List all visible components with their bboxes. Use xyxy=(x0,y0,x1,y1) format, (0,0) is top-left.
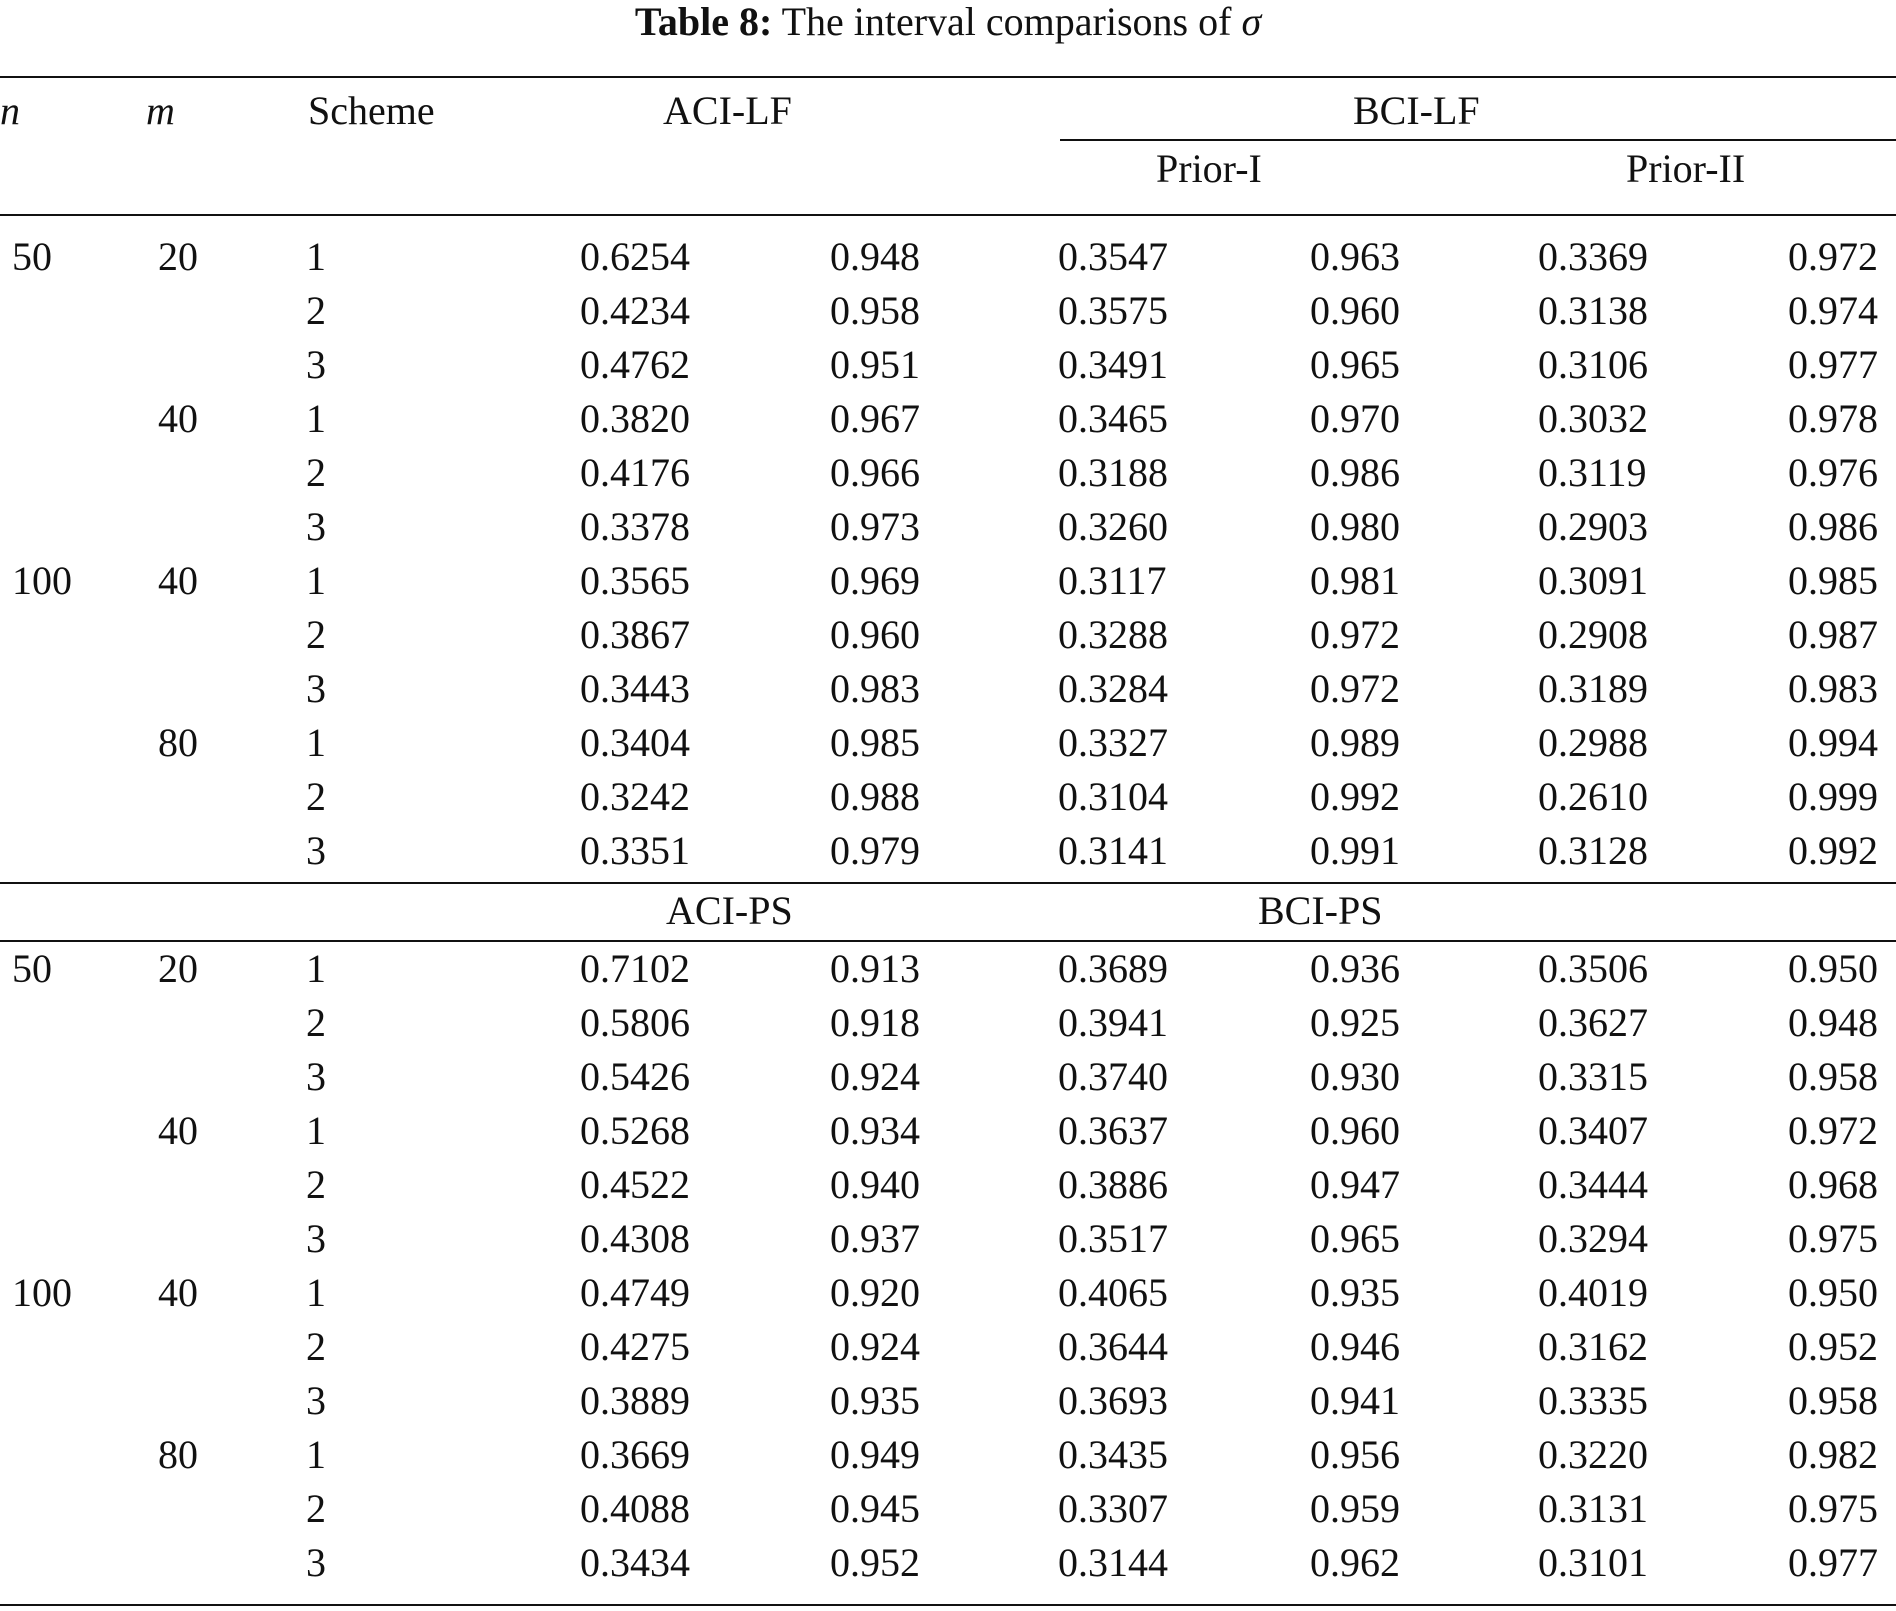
cell-aci-upper: 0.935 xyxy=(830,1378,920,1423)
bci-lf-rule xyxy=(1060,139,1896,141)
cell-prior2-upper: 0.977 xyxy=(1788,1540,1878,1585)
cell-n: 50 xyxy=(12,946,52,991)
cell-scheme: 1 xyxy=(306,720,326,765)
top-rule xyxy=(0,76,1896,78)
cell-scheme: 1 xyxy=(306,1270,326,1315)
cell-prior2-lower: 0.3220 xyxy=(1538,1432,1648,1477)
cell-aci-lower: 0.4522 xyxy=(580,1162,690,1207)
cell-aci-upper: 0.918 xyxy=(830,1000,920,1045)
cell-prior2-upper: 0.994 xyxy=(1788,720,1878,765)
cell-prior1-lower: 0.3435 xyxy=(1058,1432,1168,1477)
cell-scheme: 2 xyxy=(306,774,326,819)
cell-aci-lower: 0.3443 xyxy=(580,666,690,711)
cell-n: 50 xyxy=(12,234,52,279)
cell-scheme: 1 xyxy=(306,1432,326,1477)
cell-prior1-lower: 0.3637 xyxy=(1058,1108,1168,1153)
cell-aci-lower: 0.4234 xyxy=(580,288,690,333)
cell-prior1-lower: 0.3517 xyxy=(1058,1216,1168,1261)
cell-aci-upper: 0.973 xyxy=(830,504,920,549)
cell-prior2-upper: 0.976 xyxy=(1788,450,1878,495)
cell-prior1-upper: 0.936 xyxy=(1310,946,1400,991)
cell-prior2-upper: 0.977 xyxy=(1788,342,1878,387)
cell-scheme: 3 xyxy=(306,504,326,549)
cell-prior1-lower: 0.3284 xyxy=(1058,666,1168,711)
cell-prior2-upper: 0.952 xyxy=(1788,1324,1878,1369)
cell-prior2-lower: 0.2988 xyxy=(1538,720,1648,765)
cell-prior1-upper: 0.946 xyxy=(1310,1324,1400,1369)
cell-m: 20 xyxy=(158,234,198,279)
cell-aci-upper: 0.960 xyxy=(830,612,920,657)
cell-prior1-lower: 0.4065 xyxy=(1058,1270,1168,1315)
cell-aci-upper: 0.924 xyxy=(830,1324,920,1369)
cell-aci-upper: 0.945 xyxy=(830,1486,920,1531)
cell-m: 40 xyxy=(158,558,198,603)
cell-aci-lower: 0.4308 xyxy=(580,1216,690,1261)
cell-aci-lower: 0.5426 xyxy=(580,1054,690,1099)
cell-prior1-upper: 0.972 xyxy=(1310,612,1400,657)
cell-aci-lower: 0.3889 xyxy=(580,1378,690,1423)
cell-prior1-lower: 0.3188 xyxy=(1058,450,1168,495)
cell-aci-upper: 0.979 xyxy=(830,828,920,873)
cell-prior1-upper: 0.960 xyxy=(1310,288,1400,333)
cell-prior1-upper: 0.925 xyxy=(1310,1000,1400,1045)
cell-prior2-lower: 0.3032 xyxy=(1538,396,1648,441)
header-m: m xyxy=(146,88,175,133)
cell-prior1-lower: 0.3288 xyxy=(1058,612,1168,657)
cell-prior1-lower: 0.3327 xyxy=(1058,720,1168,765)
cell-scheme: 3 xyxy=(306,666,326,711)
cell-prior1-upper: 0.960 xyxy=(1310,1108,1400,1153)
cell-m: 80 xyxy=(158,1432,198,1477)
cell-prior1-upper: 0.970 xyxy=(1310,396,1400,441)
cell-prior1-upper: 0.972 xyxy=(1310,666,1400,711)
cell-prior2-upper: 0.985 xyxy=(1788,558,1878,603)
cell-prior2-upper: 0.958 xyxy=(1788,1378,1878,1423)
cell-aci-upper: 0.937 xyxy=(830,1216,920,1261)
cell-aci-lower: 0.6254 xyxy=(580,234,690,279)
cell-prior1-lower: 0.3689 xyxy=(1058,946,1168,991)
cell-prior2-upper: 0.972 xyxy=(1788,1108,1878,1153)
header-bci-ps: BCI-PS xyxy=(1258,888,1383,933)
cell-aci-upper: 0.967 xyxy=(830,396,920,441)
cell-prior1-upper: 0.965 xyxy=(1310,1216,1400,1261)
cell-prior1-lower: 0.3117 xyxy=(1058,558,1167,603)
cell-scheme: 3 xyxy=(306,1378,326,1423)
cell-n: 100 xyxy=(12,1270,72,1315)
cell-prior1-upper: 0.962 xyxy=(1310,1540,1400,1585)
cell-prior1-lower: 0.3693 xyxy=(1058,1378,1168,1423)
cell-prior2-lower: 0.3369 xyxy=(1538,234,1648,279)
cell-prior1-upper: 0.935 xyxy=(1310,1270,1400,1315)
cell-m: 20 xyxy=(158,946,198,991)
cell-scheme: 3 xyxy=(306,1540,326,1585)
cell-aci-upper: 0.988 xyxy=(830,774,920,819)
cell-aci-upper: 0.966 xyxy=(830,450,920,495)
cell-n: 100 xyxy=(12,558,72,603)
cell-prior2-lower: 0.3335 xyxy=(1538,1378,1648,1423)
cell-scheme: 1 xyxy=(306,946,326,991)
cell-scheme: 1 xyxy=(306,558,326,603)
cell-aci-upper: 0.948 xyxy=(830,234,920,279)
cell-prior2-lower: 0.3315 xyxy=(1538,1054,1648,1099)
cell-prior1-upper: 0.989 xyxy=(1310,720,1400,765)
cell-prior1-lower: 0.3141 xyxy=(1058,828,1168,873)
cell-prior2-upper: 0.958 xyxy=(1788,1054,1878,1099)
cell-scheme: 1 xyxy=(306,396,326,441)
cell-prior2-lower: 0.3294 xyxy=(1538,1216,1648,1261)
header-rule xyxy=(0,214,1896,216)
cell-prior1-lower: 0.3260 xyxy=(1058,504,1168,549)
cell-prior2-lower: 0.3128 xyxy=(1538,828,1648,873)
cell-prior2-upper: 0.950 xyxy=(1788,1270,1878,1315)
cell-m: 40 xyxy=(158,396,198,441)
cell-aci-upper: 0.940 xyxy=(830,1162,920,1207)
cell-aci-lower: 0.5806 xyxy=(580,1000,690,1045)
cell-aci-lower: 0.7102 xyxy=(580,946,690,991)
cell-prior1-lower: 0.3104 xyxy=(1058,774,1168,819)
cell-aci-lower: 0.3351 xyxy=(580,828,690,873)
cell-aci-lower: 0.3434 xyxy=(580,1540,690,1585)
cell-prior2-lower: 0.3091 xyxy=(1538,558,1648,603)
cell-aci-lower: 0.3669 xyxy=(580,1432,690,1477)
header-scheme: Scheme xyxy=(308,88,435,133)
cell-aci-upper: 0.934 xyxy=(830,1108,920,1153)
cell-prior2-upper: 0.978 xyxy=(1788,396,1878,441)
cell-prior2-lower: 0.3627 xyxy=(1538,1000,1648,1045)
cell-m: 40 xyxy=(158,1108,198,1153)
cell-prior2-upper: 0.983 xyxy=(1788,666,1878,711)
cell-scheme: 2 xyxy=(306,1000,326,1045)
cell-aci-lower: 0.5268 xyxy=(580,1108,690,1153)
cell-prior2-upper: 0.987 xyxy=(1788,612,1878,657)
cell-aci-lower: 0.3867 xyxy=(580,612,690,657)
cell-prior1-lower: 0.3491 xyxy=(1058,342,1168,387)
cell-scheme: 1 xyxy=(306,234,326,279)
cell-prior2-lower: 0.2903 xyxy=(1538,504,1648,549)
cell-prior2-upper: 0.974 xyxy=(1788,288,1878,333)
header-bci-lf: BCI-LF xyxy=(1353,88,1480,133)
cell-prior2-lower: 0.3407 xyxy=(1538,1108,1648,1153)
cell-prior2-lower: 0.3162 xyxy=(1538,1324,1648,1369)
cell-aci-lower: 0.3242 xyxy=(580,774,690,819)
cell-m: 40 xyxy=(158,1270,198,1315)
cell-scheme: 3 xyxy=(306,342,326,387)
cell-scheme: 2 xyxy=(306,450,326,495)
cell-prior2-upper: 0.992 xyxy=(1788,828,1878,873)
caption-label: Table 8: xyxy=(634,0,773,44)
cell-prior1-lower: 0.3941 xyxy=(1058,1000,1168,1045)
cell-prior1-upper: 0.981 xyxy=(1310,558,1400,603)
header-aci-lf: ACI-LF xyxy=(663,88,792,133)
cell-scheme: 1 xyxy=(306,1108,326,1153)
cell-prior1-lower: 0.3307 xyxy=(1058,1486,1168,1531)
cell-aci-lower: 0.4176 xyxy=(580,450,690,495)
cell-aci-upper: 0.924 xyxy=(830,1054,920,1099)
cell-prior2-upper: 0.986 xyxy=(1788,504,1878,549)
cell-aci-upper: 0.958 xyxy=(830,288,920,333)
cell-prior1-lower: 0.3465 xyxy=(1058,396,1168,441)
cell-aci-lower: 0.4762 xyxy=(580,342,690,387)
cell-scheme: 3 xyxy=(306,1054,326,1099)
cell-aci-upper: 0.985 xyxy=(830,720,920,765)
cell-prior2-lower: 0.3138 xyxy=(1538,288,1648,333)
cell-prior2-lower: 0.3106 xyxy=(1538,342,1648,387)
cell-prior2-lower: 0.4019 xyxy=(1538,1270,1648,1315)
cell-prior1-upper: 0.959 xyxy=(1310,1486,1400,1531)
cell-prior1-lower: 0.3644 xyxy=(1058,1324,1168,1369)
header-aci-ps: ACI-PS xyxy=(666,888,793,933)
cell-prior2-upper: 0.950 xyxy=(1788,946,1878,991)
cell-aci-lower: 0.3565 xyxy=(580,558,690,603)
cell-prior1-upper: 0.965 xyxy=(1310,342,1400,387)
cell-aci-lower: 0.3378 xyxy=(580,504,690,549)
caption-symbol: σ xyxy=(1241,0,1262,44)
caption-text: The interval comparisons of xyxy=(781,0,1232,44)
cell-scheme: 2 xyxy=(306,288,326,333)
cell-prior2-upper: 0.975 xyxy=(1788,1486,1878,1531)
cell-prior1-upper: 0.991 xyxy=(1310,828,1400,873)
cell-aci-upper: 0.983 xyxy=(830,666,920,711)
cell-aci-upper: 0.969 xyxy=(830,558,920,603)
cell-prior1-upper: 0.980 xyxy=(1310,504,1400,549)
cell-aci-upper: 0.913 xyxy=(830,946,920,991)
cell-aci-lower: 0.3404 xyxy=(580,720,690,765)
cell-aci-upper: 0.952 xyxy=(830,1540,920,1585)
cell-prior1-lower: 0.3547 xyxy=(1058,234,1168,279)
cell-prior2-lower: 0.3189 xyxy=(1538,666,1648,711)
cell-prior2-lower: 0.3506 xyxy=(1538,946,1648,991)
cell-aci-upper: 0.951 xyxy=(830,342,920,387)
cell-prior2-lower: 0.3444 xyxy=(1538,1162,1648,1207)
cell-prior1-lower: 0.3144 xyxy=(1058,1540,1168,1585)
cell-prior1-upper: 0.992 xyxy=(1310,774,1400,819)
cell-scheme: 3 xyxy=(306,828,326,873)
cell-prior2-lower: 0.3119 xyxy=(1538,450,1647,495)
cell-scheme: 2 xyxy=(306,1486,326,1531)
cell-scheme: 2 xyxy=(306,612,326,657)
cell-scheme: 2 xyxy=(306,1324,326,1369)
cell-prior1-lower: 0.3740 xyxy=(1058,1054,1168,1099)
cell-prior1-lower: 0.3575 xyxy=(1058,288,1168,333)
cell-aci-lower: 0.4088 xyxy=(580,1486,690,1531)
cell-prior1-upper: 0.986 xyxy=(1310,450,1400,495)
cell-scheme: 2 xyxy=(306,1162,326,1207)
cell-aci-upper: 0.920 xyxy=(830,1270,920,1315)
cell-aci-lower: 0.4749 xyxy=(580,1270,690,1315)
cell-prior1-lower: 0.3886 xyxy=(1058,1162,1168,1207)
cell-prior2-upper: 0.948 xyxy=(1788,1000,1878,1045)
cell-prior2-lower: 0.3131 xyxy=(1538,1486,1648,1531)
cell-prior2-upper: 0.999 xyxy=(1788,774,1878,819)
cell-prior1-upper: 0.956 xyxy=(1310,1432,1400,1477)
header-n: n xyxy=(0,88,20,133)
cell-m: 80 xyxy=(158,720,198,765)
cell-prior2-upper: 0.968 xyxy=(1788,1162,1878,1207)
section-rule-top xyxy=(0,882,1896,884)
header-prior-2: Prior-II xyxy=(1626,146,1746,191)
cell-prior1-upper: 0.963 xyxy=(1310,234,1400,279)
cell-prior1-upper: 0.941 xyxy=(1310,1378,1400,1423)
cell-scheme: 3 xyxy=(306,1216,326,1261)
cell-prior1-upper: 0.930 xyxy=(1310,1054,1400,1099)
bottom-rule xyxy=(0,1604,1896,1606)
table-caption xyxy=(0,0,1896,50)
cell-prior2-lower: 0.2908 xyxy=(1538,612,1648,657)
header-prior-1: Prior-I xyxy=(1156,146,1262,191)
cell-prior2-lower: 0.3101 xyxy=(1538,1540,1648,1585)
cell-prior2-lower: 0.2610 xyxy=(1538,774,1648,819)
cell-prior1-upper: 0.947 xyxy=(1310,1162,1400,1207)
cell-aci-lower: 0.3820 xyxy=(580,396,690,441)
cell-prior2-upper: 0.982 xyxy=(1788,1432,1878,1477)
cell-aci-upper: 0.949 xyxy=(830,1432,920,1477)
cell-prior2-upper: 0.975 xyxy=(1788,1216,1878,1261)
cell-aci-lower: 0.4275 xyxy=(580,1324,690,1369)
cell-prior2-upper: 0.972 xyxy=(1788,234,1878,279)
